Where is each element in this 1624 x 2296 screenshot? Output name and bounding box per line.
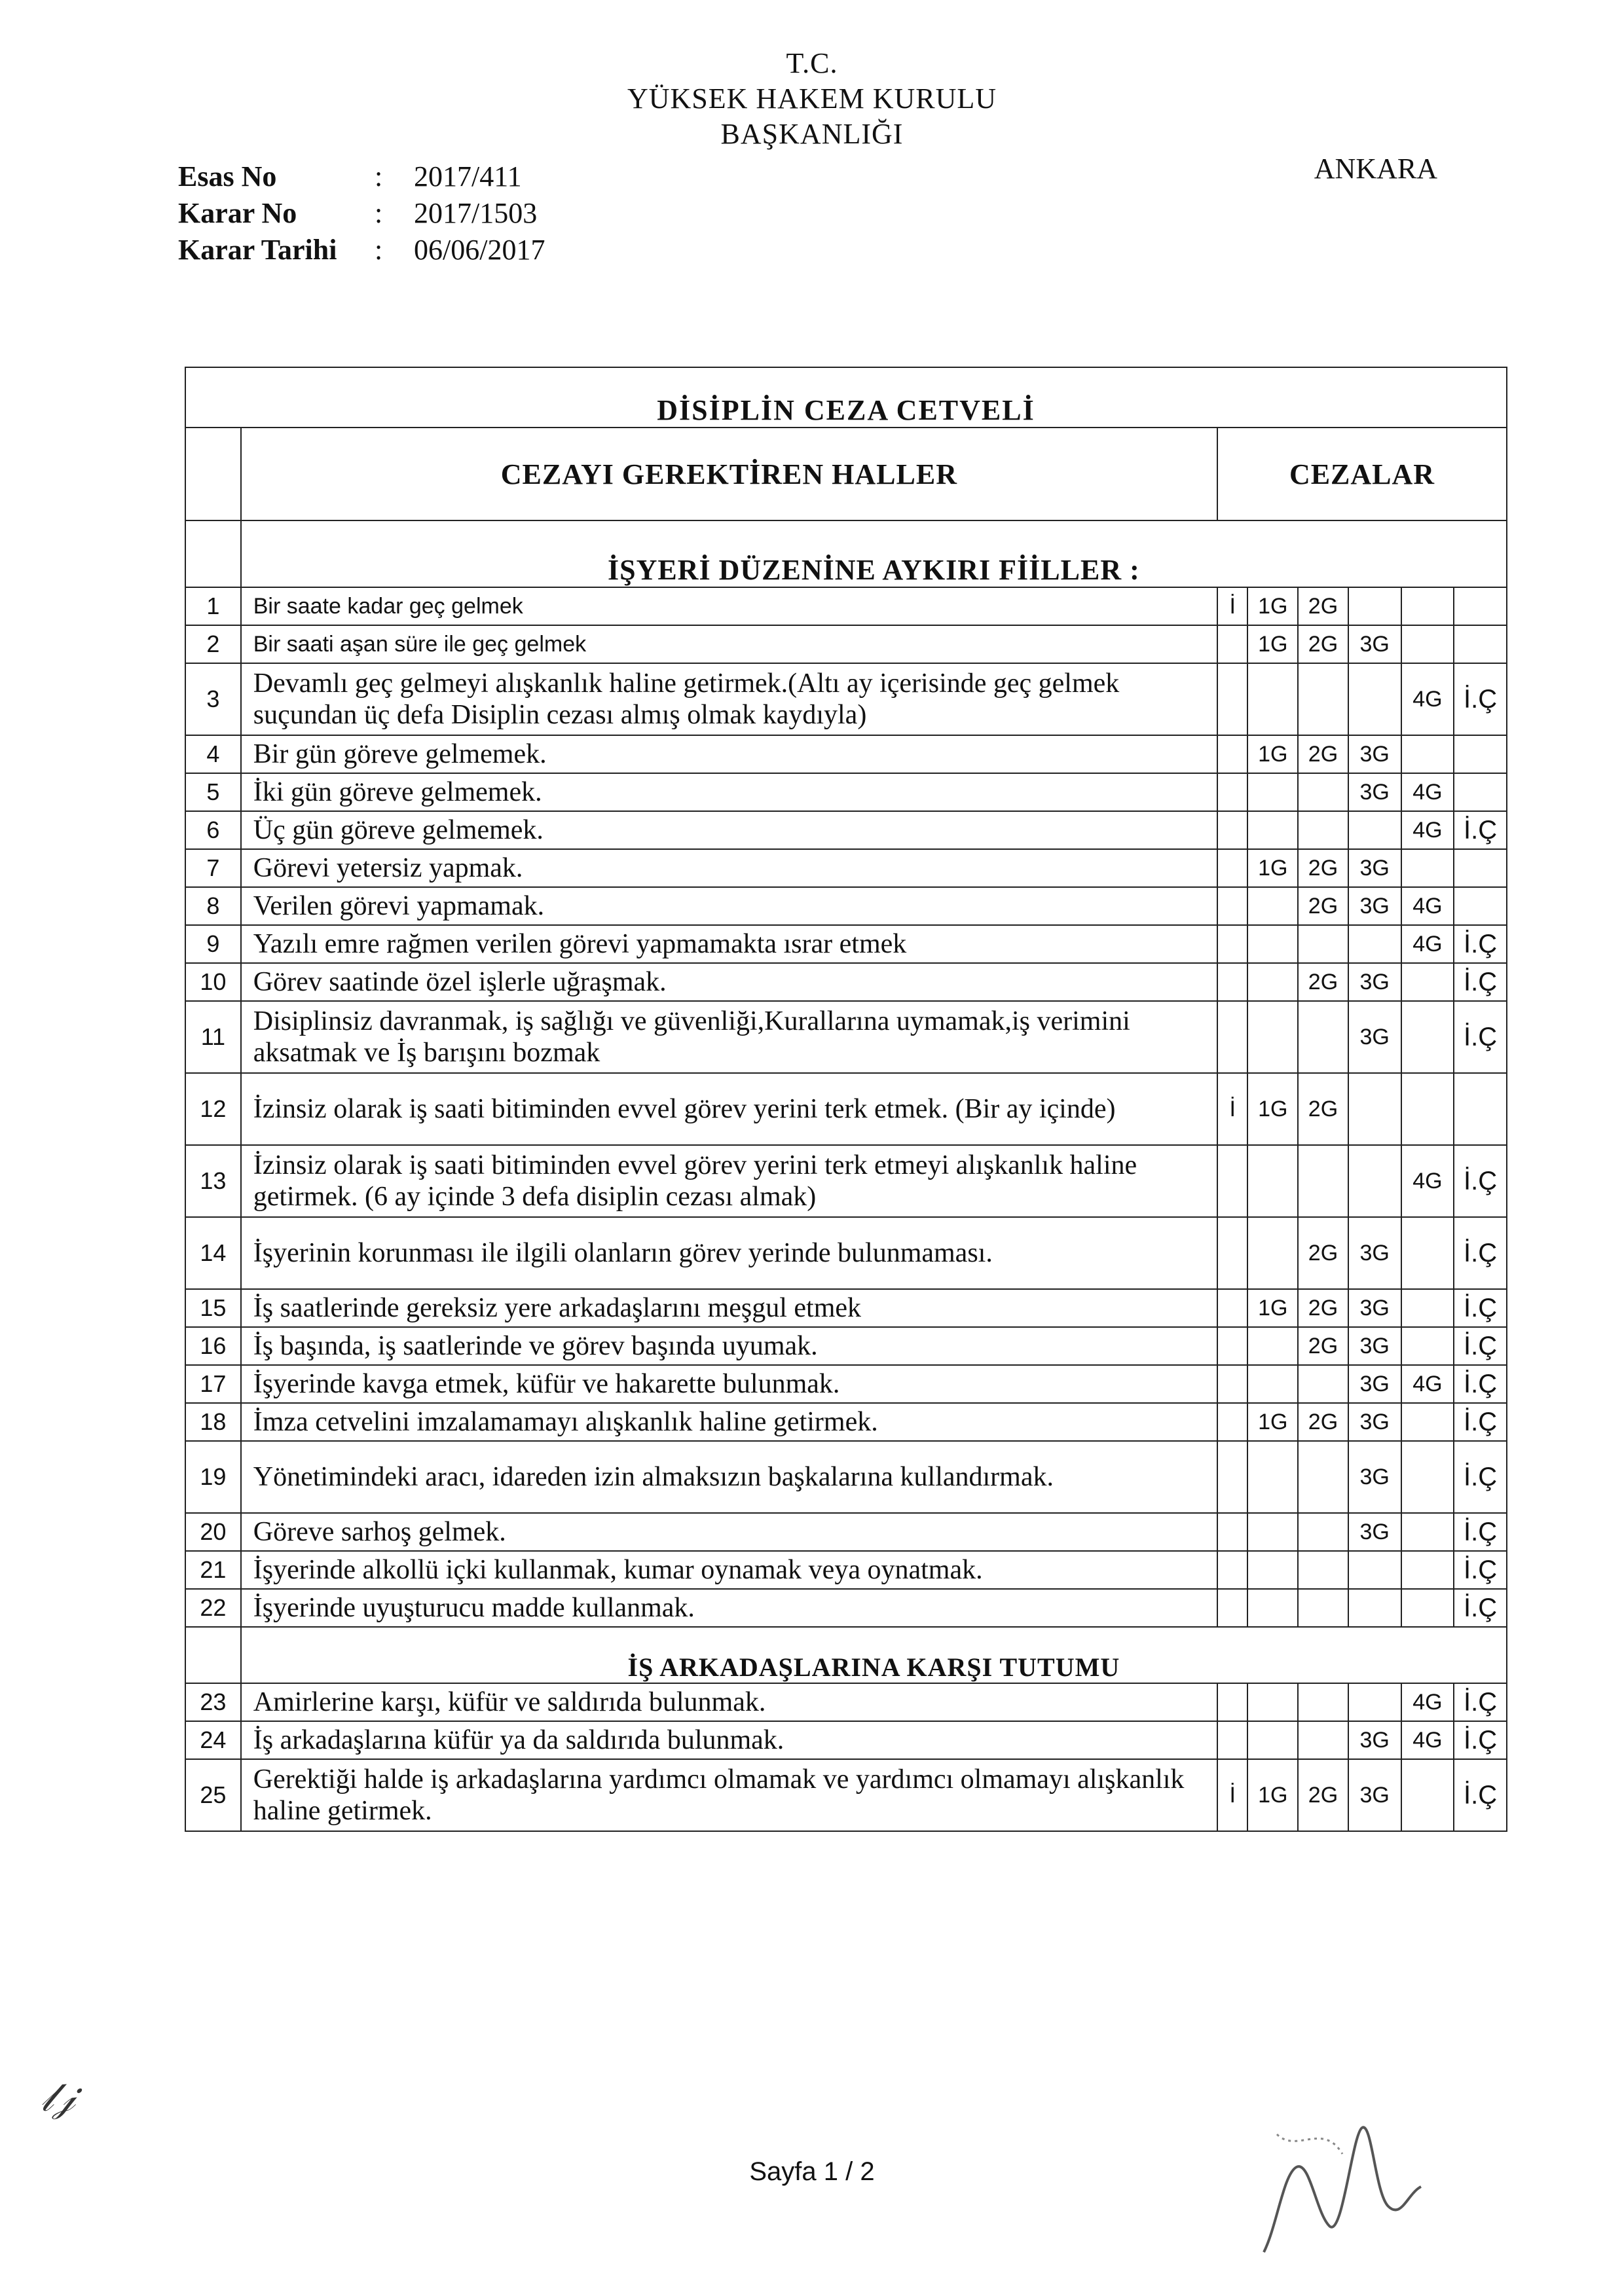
- table-row: [185, 1327, 1507, 1365]
- row-number: 14: [185, 1217, 241, 1289]
- penalty-cell: 4G: [1401, 1365, 1454, 1403]
- signature-icon: [1238, 2095, 1447, 2278]
- penalty-cell: 1G: [1247, 587, 1298, 625]
- table-row: [185, 1759, 1507, 1831]
- penalty-cell: 1G: [1247, 849, 1298, 887]
- penalty-cell: 3G: [1348, 1217, 1401, 1289]
- penalty-cell: [1247, 1683, 1298, 1721]
- penalty-cell: [1217, 1441, 1247, 1513]
- meta-label: Karar Tarihi: [178, 234, 337, 266]
- penalty-cell: İ.Ç: [1454, 1365, 1507, 1403]
- penalty-cell: İ: [1217, 587, 1247, 625]
- row-number: 4: [185, 735, 241, 773]
- offense-description: Gerektiği halde iş arkadaşlarına yardımcı olmamak ve yardımcı olmamayı alışkanlık haline getirmek.: [241, 1759, 1217, 1831]
- penalty-cell: [1247, 773, 1298, 811]
- penalty-cell: 3G: [1348, 849, 1401, 887]
- offense-description: Yazılı emre rağmen verilen görevi yapmamakta ısrar etmek: [241, 925, 1217, 963]
- penalty-cell: 4G: [1401, 1721, 1454, 1759]
- penalty-cell: 3G: [1348, 735, 1401, 773]
- institution-header: [0, 46, 1624, 152]
- penalty-cell: 4G: [1401, 925, 1454, 963]
- table-row: [185, 663, 1507, 735]
- offense-description: İşyerinde alkollü içki kullanmak, kumar oynamak veya oynatmak.: [241, 1551, 1217, 1589]
- row-number: 24: [185, 1721, 241, 1759]
- penalty-cell: 3G: [1348, 1327, 1401, 1365]
- penalty-cell: [1401, 963, 1454, 1001]
- table-row: [185, 773, 1507, 811]
- penalty-cell: İ.Ç: [1454, 963, 1507, 1001]
- penalty-cell: [1217, 887, 1247, 925]
- offense-description: Yönetimindeki aracı, idareden izin almaksızın başkalarına kullandırmak.: [241, 1441, 1217, 1513]
- table-row: [185, 1513, 1507, 1551]
- meta-colon: :: [375, 197, 383, 229]
- penalty-cell: [1348, 1073, 1401, 1145]
- empty-cell: [185, 520, 241, 587]
- penalty-cell: [1217, 625, 1247, 663]
- offense-description: Üç gün göreve gelmemek.: [241, 811, 1217, 849]
- penalty-cell: [1401, 1759, 1454, 1831]
- penalty-cell: [1298, 1441, 1348, 1513]
- penalty-cell: İ.Ç: [1454, 1683, 1507, 1721]
- penalty-cell: 4G: [1401, 663, 1454, 735]
- offense-description: Devamlı geç gelmeyi alışkanlık haline getirmek.(Altı ay içerisinde geç gelmek suçundan üç defa Disiplin cezası almış olmak kaydıyla): [241, 663, 1217, 735]
- row-number: 18: [185, 1403, 241, 1441]
- page-number: Sayfa 1 / 2: [749, 2157, 875, 2186]
- empty-cell: [185, 1627, 241, 1683]
- penalty-cell: 1G: [1247, 1759, 1298, 1831]
- offense-description: İşyerinde uyuşturucu madde kullanmak.: [241, 1589, 1217, 1627]
- penalty-cell: 2G: [1298, 963, 1348, 1001]
- penalty-cell: [1298, 811, 1348, 849]
- row-number: 21: [185, 1551, 241, 1589]
- penalty-cell: İ.Ç: [1454, 1327, 1507, 1365]
- penalty-cell: 3G: [1348, 773, 1401, 811]
- meta-row-tarih: [178, 232, 545, 268]
- penalty-cell: [1401, 1001, 1454, 1073]
- offense-description: Göreve sarhoş gelmek.: [241, 1513, 1217, 1551]
- penalty-cell: [1217, 849, 1247, 887]
- penalty-cell: [1217, 735, 1247, 773]
- penalty-cell: [1401, 1551, 1454, 1589]
- penalty-cell: 1G: [1247, 1289, 1298, 1327]
- row-number: 9: [185, 925, 241, 963]
- penalty-cell: [1454, 587, 1507, 625]
- penalty-cell: 3G: [1348, 1365, 1401, 1403]
- row-number: 10: [185, 963, 241, 1001]
- penalty-cell: [1247, 1721, 1298, 1759]
- penalty-cell: 3G: [1348, 625, 1401, 663]
- penalty-cell: 2G: [1298, 625, 1348, 663]
- row-number: 23: [185, 1683, 241, 1721]
- penalty-cell: [1247, 1327, 1298, 1365]
- offense-description: Verilen görevi yapmamak.: [241, 887, 1217, 925]
- penalty-cell: İ.Ç: [1454, 1721, 1507, 1759]
- table-row: [185, 1145, 1507, 1217]
- penalty-cell: [1217, 663, 1247, 735]
- penalty-cell: İ.Ç: [1454, 1441, 1507, 1513]
- row-number: 22: [185, 1589, 241, 1627]
- penalty-cell: [1298, 1683, 1348, 1721]
- penalty-cell: [1298, 1513, 1348, 1551]
- empty-cell: [185, 428, 241, 520]
- table-row: [185, 1683, 1507, 1721]
- penalty-cell: [1454, 849, 1507, 887]
- penalty-cell: [1217, 1589, 1247, 1627]
- penalty-cell: İ.Ç: [1454, 1403, 1507, 1441]
- penalty-cell: İ.Ç: [1454, 1589, 1507, 1627]
- penalty-cell: 2G: [1298, 735, 1348, 773]
- penalty-cell: [1401, 1403, 1454, 1441]
- header-institution: YÜKSEK HAKEM KURULU: [627, 82, 997, 115]
- column-header-cases: CEZAYI GEREKTİREN HALLER: [241, 428, 1217, 520]
- penalty-cell: İ.Ç: [1454, 925, 1507, 963]
- penalty-cell: [1247, 887, 1298, 925]
- city-label: ANKARA: [1314, 153, 1437, 185]
- meta-row-esas: [178, 158, 545, 195]
- penalty-cell: [1217, 1513, 1247, 1551]
- penalty-cell: [1348, 587, 1401, 625]
- penalty-cell: [1247, 1145, 1298, 1217]
- penalty-cell: [1247, 925, 1298, 963]
- penalty-cell: [1247, 1365, 1298, 1403]
- offense-description: İşyerinde kavga etmek, küfür ve hakarette bulunmak.: [241, 1365, 1217, 1403]
- column-header-penalties: CEZALAR: [1217, 428, 1507, 520]
- meta-value: 06/06/2017: [414, 234, 545, 266]
- penalty-cell: [1217, 1403, 1247, 1441]
- penalty-cell: 3G: [1348, 1513, 1401, 1551]
- penalty-cell: 1G: [1247, 1073, 1298, 1145]
- table-row: [185, 849, 1507, 887]
- penalty-cell: [1454, 625, 1507, 663]
- section-heading: İŞ ARKADAŞLARINA KARŞI TUTUMU: [241, 1627, 1507, 1683]
- row-number: 13: [185, 1145, 241, 1217]
- penalty-cell: İ.Ç: [1454, 1289, 1507, 1327]
- table-row: [185, 735, 1507, 773]
- penalty-cell: [1217, 1683, 1247, 1721]
- penalty-cell: 3G: [1348, 1289, 1401, 1327]
- offense-description: Görev saatinde özel işlerle uğraşmak.: [241, 963, 1217, 1001]
- table-row: [185, 925, 1507, 963]
- row-number: 16: [185, 1327, 241, 1365]
- penalty-cell: 4G: [1401, 1145, 1454, 1217]
- table-row: [185, 1441, 1507, 1513]
- penalty-cell: [1298, 1721, 1348, 1759]
- penalty-cell: [1298, 773, 1348, 811]
- penalty-cell: [1217, 963, 1247, 1001]
- meta-value: 2017/411: [414, 160, 522, 192]
- penalty-cell: [1454, 735, 1507, 773]
- penalty-cell: 3G: [1348, 1759, 1401, 1831]
- row-number: 15: [185, 1289, 241, 1327]
- penalty-cell: [1401, 1289, 1454, 1327]
- penalty-cell: [1217, 1365, 1247, 1403]
- penalty-cell: İ.Ç: [1454, 663, 1507, 735]
- row-number: 8: [185, 887, 241, 925]
- penalty-cell: 1G: [1247, 1403, 1298, 1441]
- row-number: 5: [185, 773, 241, 811]
- penalty-cell: [1401, 1513, 1454, 1551]
- penalty-cell: [1298, 1145, 1348, 1217]
- penalty-cell: [1401, 735, 1454, 773]
- meta-value: 2017/1503: [414, 197, 538, 229]
- penalty-cell: 3G: [1348, 887, 1401, 925]
- penalty-cell: [1217, 773, 1247, 811]
- header-presidency: BAŞKANLIĞI: [720, 118, 904, 150]
- penalty-cell: İ.Ç: [1454, 1759, 1507, 1831]
- penalty-cell: İ: [1217, 1759, 1247, 1831]
- penalty-cell: 2G: [1298, 1217, 1348, 1289]
- penalty-cell: 1G: [1247, 625, 1298, 663]
- penalty-cell: [1298, 1589, 1348, 1627]
- penalty-cell: 3G: [1348, 963, 1401, 1001]
- table-row: [185, 587, 1507, 625]
- table-row: [185, 1289, 1507, 1327]
- penalty-cell: 2G: [1298, 1289, 1348, 1327]
- penalty-cell: 1G: [1247, 735, 1298, 773]
- penalty-cell: [1348, 1145, 1401, 1217]
- penalty-cell: 4G: [1401, 773, 1454, 811]
- penalty-cell: [1247, 663, 1298, 735]
- penalty-cell: İ.Ç: [1454, 1551, 1507, 1589]
- penalty-cell: 4G: [1401, 887, 1454, 925]
- penalty-cell: İ: [1217, 1073, 1247, 1145]
- penalty-cell: 2G: [1298, 1327, 1348, 1365]
- penalty-cell: [1348, 1683, 1401, 1721]
- penalty-cell: [1348, 1589, 1401, 1627]
- offense-description: Bir gün göreve gelmemek.: [241, 735, 1217, 773]
- penalty-cell: [1247, 1441, 1298, 1513]
- offense-description: İzinsiz olarak iş saati bitiminden evvel görev yerini terk etmek. (Bir ay içinde): [241, 1073, 1217, 1145]
- penalty-cell: [1217, 1327, 1247, 1365]
- offense-description: Disiplinsiz davranmak, iş sağlığı ve güvenliği,Kurallarına uymamak,iş verimini aksatmak ve İş barışını bozmak: [241, 1001, 1217, 1073]
- table-title: DİSİPLİN CEZA CETVELİ: [185, 367, 1507, 428]
- penalty-cell: 4G: [1401, 811, 1454, 849]
- offense-description: Bir saate kadar geç gelmek: [241, 587, 1217, 625]
- offense-description: Bir saati aşan süre ile geç gelmek: [241, 625, 1217, 663]
- penalty-cell: [1401, 1217, 1454, 1289]
- penalty-cell: İ.Ç: [1454, 811, 1507, 849]
- offense-description: İmza cetvelini imzalamamayı alışkanlık haline getirmek.: [241, 1403, 1217, 1441]
- penalty-cell: [1247, 1217, 1298, 1289]
- offense-description: İşyerinin korunması ile ilgili olanların görev yerinde bulunmaması.: [241, 1217, 1217, 1289]
- penalty-cell: [1348, 925, 1401, 963]
- offense-description: İş saatlerinde gereksiz yere arkadaşlarını meşgul etmek: [241, 1289, 1217, 1327]
- offense-description: İzinsiz olarak iş saati bitiminden evvel görev yerini terk etmeyi alışkanlık haline getirmek. (6 ay içinde 3 defa disiplin cezası almak): [241, 1145, 1217, 1217]
- handwritten-mark: 𝓁𝒿: [41, 2076, 75, 2119]
- row-number: 3: [185, 663, 241, 735]
- section-heading: İŞYERİ DÜZENİNE AYKIRI FİİLLER :: [241, 520, 1507, 587]
- row-number: 12: [185, 1073, 241, 1145]
- table-row: [185, 625, 1507, 663]
- penalty-cell: [1247, 963, 1298, 1001]
- penalty-cell: [1401, 1441, 1454, 1513]
- penalty-cell: [1298, 925, 1348, 963]
- penalty-cell: [1298, 663, 1348, 735]
- table-row: [185, 887, 1507, 925]
- penalty-cell: [1247, 811, 1298, 849]
- row-number: 1: [185, 587, 241, 625]
- row-number: 11: [185, 1001, 241, 1073]
- penalty-cell: 2G: [1298, 849, 1348, 887]
- meta-label: Esas No: [178, 160, 277, 192]
- penalty-cell: [1217, 1721, 1247, 1759]
- meta-colon: :: [375, 234, 383, 266]
- penalty-cell: 2G: [1298, 1759, 1348, 1831]
- table-row: [185, 1365, 1507, 1403]
- penalty-cell: İ.Ç: [1454, 1145, 1507, 1217]
- penalty-cell: [1401, 587, 1454, 625]
- table-row: [185, 1217, 1507, 1289]
- penalty-cell: [1401, 1073, 1454, 1145]
- row-number: 6: [185, 811, 241, 849]
- penalty-cell: [1401, 1589, 1454, 1627]
- penalty-cell: [1217, 811, 1247, 849]
- penalty-cell: [1247, 1001, 1298, 1073]
- penalty-cell: [1217, 1217, 1247, 1289]
- table-row: [185, 1551, 1507, 1589]
- penalty-cell: 3G: [1348, 1403, 1401, 1441]
- penalty-cell: 2G: [1298, 887, 1348, 925]
- offense-description: Görevi yetersiz yapmak.: [241, 849, 1217, 887]
- penalty-cell: İ.Ç: [1454, 1001, 1507, 1073]
- offense-description: İş arkadaşlarına küfür ya da saldırıda bulunmak.: [241, 1721, 1217, 1759]
- penalty-cell: [1348, 663, 1401, 735]
- penalty-cell: [1217, 1145, 1247, 1217]
- offense-description: Amirlerine karşı, küfür ve saldırıda bulunmak.: [241, 1683, 1217, 1721]
- meta-label: Karar No: [178, 197, 297, 229]
- table-row: [185, 963, 1507, 1001]
- penalty-cell: 2G: [1298, 1403, 1348, 1441]
- penalty-cell: [1454, 1073, 1507, 1145]
- row-number: 19: [185, 1441, 241, 1513]
- row-number: 7: [185, 849, 241, 887]
- penalty-cell: [1454, 887, 1507, 925]
- penalty-table: [185, 367, 1507, 1832]
- penalty-cell: İ.Ç: [1454, 1513, 1507, 1551]
- table-row: [185, 811, 1507, 849]
- penalty-cell: [1348, 1551, 1401, 1589]
- penalty-cell: [1454, 773, 1507, 811]
- penalty-cell: [1217, 1289, 1247, 1327]
- penalty-cell: [1401, 849, 1454, 887]
- meta-colon: :: [375, 160, 383, 192]
- table-row: [185, 1721, 1507, 1759]
- offense-description: İş başında, iş saatlerinde ve görev başında uyumak.: [241, 1327, 1217, 1365]
- penalty-cell: [1217, 925, 1247, 963]
- header-tc: T.C.: [786, 47, 838, 79]
- penalty-cell: [1247, 1551, 1298, 1589]
- row-number: 25: [185, 1759, 241, 1831]
- penalty-cell: 2G: [1298, 1073, 1348, 1145]
- offense-description: İki gün göreve gelmemek.: [241, 773, 1217, 811]
- penalty-cell: [1348, 811, 1401, 849]
- penalty-cell: 3G: [1348, 1441, 1401, 1513]
- case-meta: [178, 158, 545, 268]
- penalty-cell: 2G: [1298, 587, 1348, 625]
- table-row: [185, 1073, 1507, 1145]
- penalty-cell: [1298, 1365, 1348, 1403]
- meta-row-karar: [178, 195, 545, 232]
- row-number: 2: [185, 625, 241, 663]
- table-row: [185, 1403, 1507, 1441]
- penalty-cell: [1401, 1327, 1454, 1365]
- penalty-cell: [1247, 1513, 1298, 1551]
- penalty-cell: 3G: [1348, 1001, 1401, 1073]
- row-number: 17: [185, 1365, 241, 1403]
- penalty-cell: 4G: [1401, 1683, 1454, 1721]
- penalty-cell: [1247, 1589, 1298, 1627]
- penalty-cell: [1217, 1551, 1247, 1589]
- penalty-cell: [1401, 625, 1454, 663]
- penalty-cell: 3G: [1348, 1721, 1401, 1759]
- penalty-cell: [1217, 1001, 1247, 1073]
- row-number: 20: [185, 1513, 241, 1551]
- penalty-cell: [1298, 1551, 1348, 1589]
- table-row: [185, 1001, 1507, 1073]
- penalty-cell: İ.Ç: [1454, 1217, 1507, 1289]
- section-row: [185, 1627, 1507, 1683]
- penalty-cell: [1298, 1001, 1348, 1073]
- table-row: [185, 1589, 1507, 1627]
